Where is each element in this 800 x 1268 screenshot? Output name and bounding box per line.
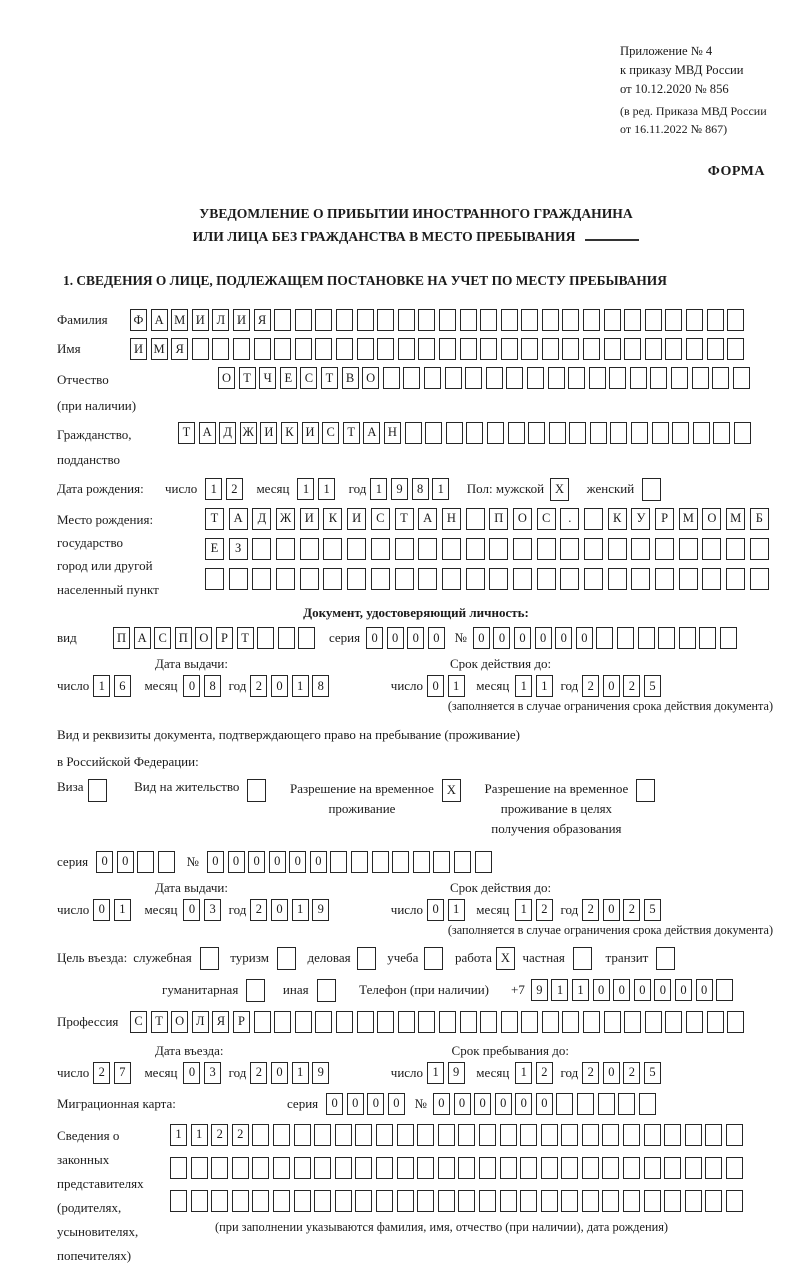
temp-residence-label: Разрешение на временное проживание — [290, 780, 434, 816]
phone-label: Телефон (при наличии) — [359, 982, 489, 998]
permit-intro-line2: в Российской Федерации: — [57, 753, 199, 769]
birthdate-label: Дата рождения: — [57, 481, 144, 497]
purpose-private-label: частная — [522, 950, 565, 966]
purpose-tourism-checkbox — [277, 947, 300, 970]
patronymic-cells: О Т Ч Е С Т В О — [218, 367, 753, 389]
citizenship-row — [57, 422, 775, 473]
purpose-humanitarian-checkbox — [246, 979, 269, 1002]
visa-checkbox — [88, 779, 111, 802]
id-doc-dates-row — [57, 675, 775, 697]
surname-row — [57, 309, 775, 331]
entry-month-cells: 0 3 — [183, 1062, 224, 1084]
name-row — [57, 338, 775, 360]
migcard-label: Миграционная карта: — [57, 1095, 176, 1111]
citizenship-label: Гражданство, подданство — [57, 426, 132, 468]
representatives-note: (при заполнении указываются фамилия, имя, отчество (при наличии), дата рождения) — [215, 1219, 669, 1234]
birthplace-cells-col — [205, 508, 775, 594]
birthdate-row — [57, 478, 775, 501]
entry-year-cells: 2 0 1 9 — [250, 1062, 332, 1084]
purpose-business-checkbox — [357, 947, 380, 970]
validity-note: (заполняется в случае ограничения срока действия документа) — [447, 922, 773, 937]
ref-line: от 10.12.2020 № 856 — [620, 81, 729, 96]
validity-note: (заполняется в случае ограничения срока действия документа) — [447, 699, 773, 714]
permit-valid-month-cells: 1 2 — [515, 899, 556, 921]
number-label: № — [186, 853, 199, 869]
valid-until-label: Срок действия до: — [450, 879, 552, 895]
patronymic-label: Отчество (при наличии) — [57, 372, 137, 413]
purpose-label: Цель въезда: — [57, 950, 128, 966]
temp-residence-edu-label: Разрешение на временное проживание в целях получения образования — [484, 780, 629, 836]
section1-heading: 1. СВЕДЕНИЯ О ЛИЦЕ, ПОДЛЕЖАЩЕМ ПОСТАНОВКЕ НА УЧЕТ ПО МЕСТУ ПРЕБЫВАНИЯ — [63, 273, 667, 289]
sex-female-checkbox — [642, 478, 665, 501]
series-label: серия — [57, 853, 89, 869]
stay-until-label: Срок пребывания до: — [451, 1042, 569, 1058]
month-label: месяц — [476, 901, 510, 917]
ref-line: (в ред. Приказа МВД России — [620, 103, 767, 118]
reps-row2-cells — [170, 1157, 747, 1179]
day-label: число — [57, 1064, 90, 1080]
purpose-row2-phone — [57, 979, 775, 1002]
sex-male-label: Пол: мужской — [466, 481, 545, 497]
day-label: число — [390, 678, 424, 694]
purpose-other-label: иная — [282, 982, 309, 998]
order-reference — [620, 42, 775, 99]
name-cells: И М Я — [130, 338, 748, 360]
permit-issue-year-cells: 2 0 1 9 — [250, 899, 332, 921]
purpose-transit-checkbox — [656, 947, 679, 970]
residence-permit-label: Вид на жительство — [134, 778, 240, 794]
number-label: № — [414, 1095, 427, 1111]
permit-intro-line1: Вид и реквизиты документа, подтверждающего право на пребывание (проживание) — [57, 727, 521, 743]
forma-label: ФОРМА — [707, 163, 765, 179]
valid-until-label: Срок действия до: — [450, 656, 552, 672]
patronymic-row — [57, 367, 775, 418]
birthplace-label: Место рождения: государство город или другой населенный пункт — [57, 511, 159, 597]
issue-date-label: Дата выдачи: — [155, 879, 229, 895]
day-label: число — [57, 901, 90, 917]
id-doc-row — [57, 627, 775, 649]
series-label: серия — [328, 630, 361, 646]
day-label: число — [165, 481, 198, 497]
doc-number-cells: 0 0 0 0 0 0 — [473, 627, 741, 649]
month-label: месяц — [144, 1064, 178, 1080]
permit-valid-day-cells: 0 1 — [427, 899, 468, 921]
birthplace-row — [57, 508, 775, 602]
reps-row1-cells: 1 1 2 2 — [170, 1124, 747, 1146]
visa-label: Виза — [57, 778, 84, 794]
year-label: год — [560, 901, 579, 917]
series-label: серия — [287, 1095, 319, 1111]
profession-label: Профессия — [57, 1013, 119, 1029]
ref-line: к приказу МВД России — [620, 62, 744, 77]
stay-year-cells: 2 0 2 5 — [582, 1062, 664, 1084]
migcard-series-cells: 0 0 0 0 — [326, 1093, 408, 1115]
reps-row3-cells — [170, 1190, 747, 1212]
permit-series-row — [57, 851, 775, 873]
id-issue-month-cells: 0 8 — [183, 675, 224, 697]
permit-type-row — [57, 779, 775, 839]
year-label: год — [228, 1064, 247, 1080]
purpose-business-label: деловая — [307, 950, 351, 966]
id-issue-year-cells: 2 0 1 8 — [250, 675, 332, 697]
doc-type-label: вид — [57, 630, 77, 646]
stay-month-cells: 1 2 — [515, 1062, 556, 1084]
migcard-number-cells: 0 0 0 0 0 0 — [433, 1093, 660, 1115]
id-doc-date-headers — [57, 656, 775, 672]
id-doc-header: Документ, удостоверяющий личность: — [303, 605, 529, 621]
day-label: число — [390, 1064, 424, 1080]
purpose-study-checkbox — [424, 947, 447, 970]
permit-dates-row — [57, 899, 775, 921]
entry-dates-row — [57, 1062, 775, 1084]
issue-date-label: Дата выдачи: — [155, 656, 229, 672]
purpose-transit-label: транзит — [605, 950, 649, 966]
surname-label: Фамилия — [57, 312, 108, 328]
year-label: год — [560, 678, 579, 694]
migration-card-row — [57, 1093, 775, 1115]
number-label: № — [454, 630, 467, 646]
purpose-work-label: работа — [455, 950, 492, 966]
birthplace-row1-cells: Т А Д Ж И К И С Т А Н П О С . К У Р М О М Б — [205, 508, 774, 530]
sex-male-checkbox: X — [550, 478, 573, 501]
year-label: год — [228, 901, 247, 917]
representatives-label: Сведения о законных представителях (родителях, усыновителях, попечителях) — [57, 1127, 144, 1264]
entry-date-label: Дата въезда: — [155, 1042, 224, 1058]
permit-issue-month-cells: 0 3 — [183, 899, 224, 921]
purpose-official-label: служебная — [133, 950, 192, 966]
permit-valid-year-cells: 2 0 2 5 — [582, 899, 664, 921]
permit-number-cells: 0 0 0 0 0 0 — [207, 851, 495, 873]
id-valid-month-cells: 1 1 — [515, 675, 556, 697]
month-label: месяц — [256, 481, 290, 497]
ref-line: от 16.11.2022 № 867) — [620, 121, 728, 136]
ref-line: Приложение № 4 — [620, 44, 713, 58]
birth-day-cells: 1 2 — [205, 478, 246, 500]
profession-cells: С Т О Л Я Р — [130, 1011, 748, 1033]
purpose-private-checkbox — [573, 947, 596, 970]
entry-date-headers — [57, 1043, 775, 1059]
birth-month-cells: 1 1 — [297, 478, 338, 500]
birthplace-row2-cells: Е З — [205, 538, 774, 560]
purpose-humanitarian-label: гуманитарная — [162, 982, 239, 998]
phone-prefix: +7 — [511, 982, 525, 998]
name-label: Имя — [57, 341, 81, 357]
permit-issue-day-cells: 0 1 — [93, 899, 134, 921]
year-label: год — [228, 678, 247, 694]
month-label: месяц — [476, 678, 510, 694]
form-title — [57, 202, 775, 250]
purpose-tourism-label: туризм — [230, 950, 269, 966]
purpose-work-checkbox: X — [496, 947, 519, 970]
birth-year-cells: 1 9 8 1 — [370, 478, 452, 500]
permit-date-headers — [57, 880, 775, 896]
id-issue-day-cells: 1 6 — [93, 675, 134, 697]
profession-row — [57, 1011, 775, 1033]
id-valid-year-cells: 2 0 2 5 — [582, 675, 664, 697]
sex-female-label: женский — [586, 481, 635, 497]
representatives-cells-col — [170, 1124, 775, 1235]
day-label: число — [390, 901, 424, 917]
id-valid-day-cells: 0 1 — [427, 675, 468, 697]
month-label: месяц — [476, 1064, 510, 1080]
year-label: год — [560, 1064, 579, 1080]
blank-underline — [585, 238, 639, 241]
surname-cells: Ф А М И Л И Я — [130, 309, 748, 331]
representatives-row — [57, 1124, 775, 1268]
temp-residence-edu-checkbox — [636, 779, 659, 802]
citizenship-cells: Т А Д Ж И К И С Т А Н — [178, 422, 755, 444]
purpose-row — [57, 947, 775, 970]
month-label: месяц — [144, 901, 178, 917]
stay-day-cells: 1 9 — [427, 1062, 468, 1084]
form-title-line2: ИЛИ ЛИЦА БЕЗ ГРАЖДАНСТВА В МЕСТО ПРЕБЫВАНИЯ — [57, 225, 775, 249]
temp-residence-checkbox: X — [442, 779, 465, 802]
birthplace-row3-cells — [205, 568, 774, 590]
residence-permit-checkbox — [247, 779, 270, 802]
day-label: число — [57, 678, 90, 694]
doc-series-cells: 0 0 0 0 — [366, 627, 448, 649]
month-label: месяц — [144, 678, 178, 694]
purpose-study-label: учеба — [387, 950, 419, 966]
doc-type-cells: П А С П О Р Т — [113, 627, 319, 649]
purpose-other-checkbox — [317, 979, 340, 1002]
entry-day-cells: 2 7 — [93, 1062, 134, 1084]
permit-series-cells: 0 0 — [96, 851, 178, 873]
year-label: год — [348, 481, 367, 497]
phone-cells: 9 1 1 0 0 0 0 0 0 — [531, 979, 737, 1001]
order-reference-edit — [620, 102, 775, 138]
form-title-line1: УВЕДОМЛЕНИЕ О ПРИБЫТИИ ИНОСТРАННОГО ГРАЖДАНИНА — [199, 205, 633, 221]
purpose-official-checkbox — [200, 947, 223, 970]
